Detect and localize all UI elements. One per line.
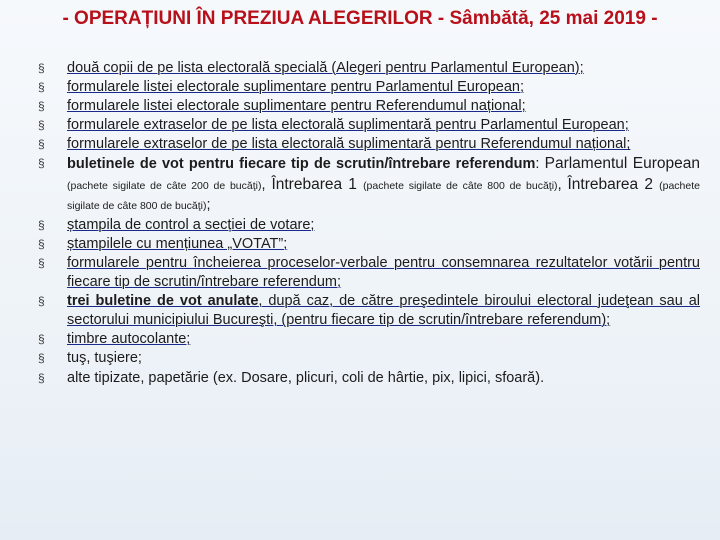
bullet-icon: § — [38, 61, 45, 75]
bullet-icon: § — [38, 80, 45, 95]
package-note: (pachete sigilate de câte 200 de bucăţi) — [67, 179, 262, 192]
ballots-lead: buletinele de vot pentru fiecare tip de scrutin/întrebare referendum — [67, 156, 536, 173]
list-item — [38, 135, 700, 154]
item-text: formularele listei electorale suplimentare pentru Parlamentul European; — [67, 79, 524, 96]
item-text: formularele listei electorale suplimentare pentru Referendumul național; — [67, 98, 526, 115]
list-item — [38, 292, 700, 330]
item-text: tuş, tuşiere; — [67, 350, 142, 367]
list-item — [38, 330, 700, 349]
bullet-icon: § — [38, 137, 45, 152]
item-text: alte tipizate, papetărie (ex. Dosare, plicuri, coli de hârtie, pix, lipici, sfoară). — [67, 369, 545, 386]
package-note: (pachete sigilate de câte 800 de bucăţi) — [67, 179, 700, 212]
bullet-icon: § — [38, 370, 45, 385]
list-item — [38, 349, 700, 368]
item-text: formularele pentru încheierea proceselor-verbale pentru consemnarea rezultatelor votării pentru fiecare tip de scrutin/întrebare referendum; — [67, 254, 700, 291]
bullet-icon: § — [38, 351, 45, 366]
item-text: ștampila de control a secției de votare; — [67, 216, 315, 233]
item-text: timbre autocolante; — [67, 331, 191, 348]
terminator: ; — [206, 196, 211, 213]
list-item — [38, 59, 700, 78]
package-note: (pachete sigilate de câte 800 de bucăţi) — [363, 179, 558, 192]
bullet-icon: § — [38, 255, 45, 270]
bullet-icon: § — [38, 118, 45, 133]
requirements-list — [38, 59, 700, 388]
ballot-type-european: Parlamentul European — [544, 155, 700, 173]
list-item — [38, 216, 700, 235]
bullet-icon: § — [38, 294, 45, 309]
item-text — [67, 292, 700, 330]
item-text: formularele extraselor de pe lista electorală suplimentară pentru Referendumul național; — [67, 136, 631, 153]
separator: , — [261, 176, 272, 193]
item-text: două copii de pe lista electorală specială (Alegeri pentru Parlamentul European); — [67, 60, 584, 76]
item-text: ștampilele cu mențiunea „VOTAT”; — [67, 235, 288, 252]
annulled-ballots-rest: , după caz, de către preşedintele biroului electoral judeţean sau al sectorului municipiului Bucureşti, (pentru fiecare tip de scrutin/întrebare referendum); — [67, 293, 700, 329]
separator: : — [535, 156, 545, 173]
bullet-icon: § — [38, 236, 45, 251]
list-item — [38, 97, 700, 116]
bullet-icon: § — [38, 217, 45, 232]
annulled-ballots-lead: trei buletine de vot anulate — [67, 293, 259, 310]
list-item — [38, 369, 700, 388]
ballot-type-question-1: Întrebarea 1 — [271, 175, 364, 193]
list-item — [38, 78, 700, 97]
list-item — [38, 254, 700, 292]
item-text — [67, 154, 700, 215]
list-item — [38, 154, 700, 215]
bullet-icon: § — [38, 156, 45, 171]
list-item — [38, 235, 700, 254]
item-text: formularele extraselor de pe lista electorală suplimentară pentru Parlamentul European; — [67, 117, 629, 134]
ballot-type-question-2: Întrebarea 2 — [567, 175, 660, 193]
bullet-icon: § — [38, 99, 45, 114]
slide-title: - OPERAȚIUNI ÎN PREZIUA ALEGERILOR - Sâmbătă, 25 mai 2019 - — [62, 8, 658, 29]
separator: , — [557, 176, 568, 193]
bullet-icon: § — [38, 332, 45, 347]
list-item — [38, 116, 700, 135]
